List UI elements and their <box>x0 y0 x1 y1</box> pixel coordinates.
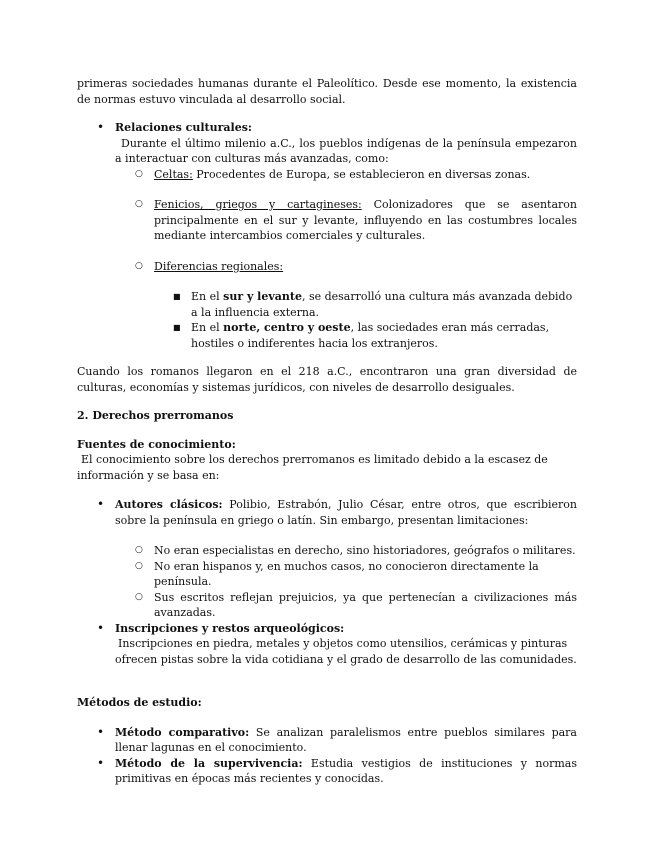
bullet-disc-icon: • <box>97 724 105 739</box>
list-item-lim2: ○ No eran hispanos y, en muchos casos, no conocieron directamente la península. <box>135 559 539 588</box>
list-item-sur: ■ En el sur y levante, se desarrolló una cultura más avanzada debido a la influencia externa. <box>173 290 573 319</box>
supervivencia-label: Método de la supervivencia: <box>115 756 303 770</box>
fuentes-text: El conocimiento sobre los derechos prerromanos es limitado debido a la escasez de información y se basa en: <box>77 453 548 482</box>
list-item-fenicios <box>77 197 577 244</box>
list-item-autores <box>77 497 577 528</box>
inscripciones-text: Inscripciones en piedra, metales y objetos como utensilios, cerámicas y pinturas ofrecen pistas sobre la vida cotidiana y el grado de desarrollo de las comunidades. <box>115 637 577 666</box>
bullet-circle-icon: ○ <box>135 168 143 179</box>
section-heading: 2. Derechos prerromanos <box>77 409 234 422</box>
document-page <box>77 76 577 787</box>
relaciones-text: Durante el último milenio a.C., los pueblos indígenas de la península empezaron a interactuar con culturas más avanzadas, como: <box>115 136 577 165</box>
list-item-supervivencia: • Método de la supervivencia: Estudia vestigios de instituciones y normas primitivas en épocas más recientes y conocidas. <box>97 755 577 785</box>
bullet-circle-icon: ○ <box>135 560 143 571</box>
bullet-circle-icon: ○ <box>135 591 143 602</box>
bullet-disc-icon: • <box>97 497 105 511</box>
fenicios-label: Fenicios, griegos y cartagineses: <box>154 198 362 211</box>
relaciones-title: Relaciones culturales: <box>115 121 252 134</box>
celtas-label: Celtas: <box>154 167 193 181</box>
list-item-inscripciones <box>77 621 577 668</box>
bullet-disc-icon: • <box>97 120 105 134</box>
bullet-square-icon: ■ <box>173 292 181 301</box>
inscripciones-label: Inscripciones y restos arqueológicos: <box>115 621 345 635</box>
fuentes-title: Fuentes de conocimiento: <box>77 437 236 451</box>
romanos-paragraph: Cuando los romanos llegaron en el 218 a.C., encontraron una gran diversidad de culturas, economías y sistemas jurídicos, con niveles de desarrollo desiguales. <box>77 365 577 394</box>
bullet-circle-icon: ○ <box>135 199 143 209</box>
norte-bold: norte, centro y oeste <box>223 321 351 334</box>
list-item-celtas <box>77 167 577 183</box>
list-item-comparativo: • Método comparativo: Se analizan paralelismos entre pueblos similares para llenar lagunas en el conocimiento. <box>97 724 577 754</box>
bullet-circle-icon: ○ <box>135 545 143 555</box>
fenicios-text: Colonizadores que se asentaron principalmente en el sur y levante, influyendo en las costumbres locales mediante intercambios comerciales y culturales. <box>154 198 578 242</box>
metodos-title: Métodos de estudio: <box>77 696 202 709</box>
list-item-diferencias <box>77 259 577 275</box>
comparativo-label: Método comparativo: <box>115 725 250 739</box>
autores-text: Polibio, Estrabón, Julio César, entre otros, que escribieron sobre la península en griego o latín. Sin embargo, presentan limitaciones: <box>115 498 577 527</box>
bullet-disc-icon: • <box>97 755 105 770</box>
list-item-lim1: ○ No eran especialistas en derecho, sino historiadores, geógrafos o militares. <box>135 544 576 557</box>
bullet-circle-icon: ○ <box>135 260 143 271</box>
bullet-disc-icon: • <box>97 620 105 635</box>
list-item-lim3: ○ Sus escritos reflejan prejuicios, ya que pertenecían a civilizaciones más avanzadas. <box>135 590 577 619</box>
bullet-square-icon: ■ <box>173 323 181 332</box>
diferencias-label: Diferencias regionales: <box>154 259 284 273</box>
celtas-text: Procedentes de Europa, se establecieron en diversas zonas. <box>192 167 531 181</box>
sur-bold: sur y levante <box>223 290 302 303</box>
list-item-norte: ■ En el norte, centro y oeste, las sociedades eran más cerradas, hostiles o indiferentes hacia los extranjeros. <box>173 321 550 350</box>
list-item-relaciones <box>77 120 577 167</box>
autores-label: Autores clásicos: <box>115 498 223 511</box>
intro-paragraph: primeras sociedades humanas durante el Paleolítico. Desde ese momento, la existencia de normas estuvo vinculada al desarrollo social. <box>77 77 577 106</box>
